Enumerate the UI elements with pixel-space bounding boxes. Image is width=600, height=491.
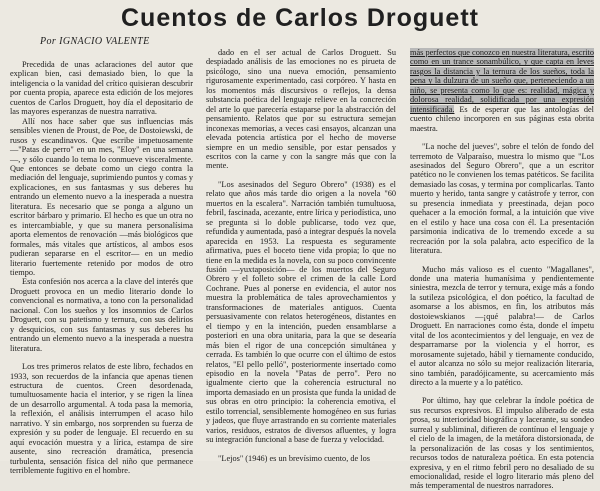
paragraph: Allí nos hace saber que sus influencias más sensibles vienen de Proust, de Poe, de Dostoiewski, de rusos y escandinavos. Que escribe impetuosamente —"Patas de perro" en un mes, "Eloy" en una semana—, y sólo cuando lo tema lo conmueve visceralmente. Que entonces se debate como un ciego contra la mediación del lenguaje, suprimiendo puntos y comas y explicaciones, en sus fantasmas y sus deberes hu entrando un elemento nuevo a la inesperada a nuestra literatura. Es necesario que se ponga a alguno un escritor bárbaro y primario. El hecho es que un otra no es intercambiable, y que su manera personalísima aporta elementos de renovación —más biológicos que formales, más vitales que artísticos, al ambos esos pudieran separarse en el escritor— en un medio literario fuertemente retenido por modos de otro tiempo.	[10, 116, 193, 277]
paragraph: Precedida de unas aclaraciones del autor que explican bien, casi demasiado bien, lo que la inteligencia o la vanidad del crítico quisieran descubrir por cuenta propia, aparece esta edición de los mejores cuentos de Carlos Droguett, hoy día el depositario de las mayores esperanzas de nuestra narrativa.	[10, 60, 193, 117]
paragraph-continuation: Es de esperar que las antologías del cuento chileno incorporen en sus páginas esta obrita maestra.	[410, 104, 594, 133]
paragraph: Por último, hay que celebrar la índole poética de sus recursos expresivos. El impulso aliberado de esta prosa, su interioridad biográfica y lacerante, su sondeo surreal y subliminal, difieren de contínuo el lenguaje y el cielo de la imagen, de la metáfora distorsionada, de la personalización de las cosas y los sentimientos, recursos todos de naturaleza poética. En esta potencia expresiva, y en el ritmo febril pero no desaliado de su emocionalidad, reside el logro literario más pleno del más temperamental de nuestros narradores.	[410, 396, 594, 491]
paragraph: Mucho más valioso es el cuento "Magallanes", donde una materia humanísima y pendientemente siniestra, mezcla de terror y ternura, exige más a fondo la sutileza psicológica, el don poético, la facultad de asomarse a los abismos, en fin, los atributos más dostoiewskianos —¡qué palabra!— de Carlos Droguett. En narraciones como ésta, donde el ímpetu vital de los acontecimientos y del lenguaje, en vez de desparramarse por la violencia y el horror, es morosamente sujetado, hábil y tiernamente conducido, el autor alcanza no sólo su mejor realización literaria, sino también, paradójicamente, su acercamiento más directo a la muerte y a lo patético.	[410, 264, 594, 387]
paragraph: "Lejos" (1946) es un brevísimo cuento, de los	[218, 453, 370, 463]
paragraph: "Los asesinados del Seguro Obrero" (1938) es el relato que años más tarde dio origen a la novela "60 muertos en la escalera". Narración también tumultuosa, febril, fascinada, acezante, entre lírica y periodística, uno se pregunta si lo doble publicarse, todo vez que, refundida y aumentada, pasó a integrar después la novela aparecida en 1953. La respuesta es seguramente afirmativa, pues el boceto tiene vida propia; lo que no tiene en la medida es la novela, con su poco convincente fusión —yuxtaposición— de los muertos del Seguro Obrero y el folleto sobre el crimen de la calle Lord Cochrane. Pues al ponerse en evidencia, el autor nos muestra la problemática de tales aprovechamientos y transformaciones de materiales antiguos. Cuenta persuasivamente con relatos heterogéneos, distantes en el tiempo y en la intención, pueden ensamblarse a posteriori en una obra unitaria, para la que se desearía más bien el rigor de una concepción simultánea y cerrada. Es también lo que ocurre con el último de estos relatos, "El pello pelló", posteriormente insertado como episodio en la novela "Patas de perro". Pero no igualmente cierto que la coherencia estructural no importa demasiado en un prosista que funda la unidad de sus obras en otro principio: la coherencia emotiva, el estilo torrencial, sensiblemente homogéneo en sus furias y jadeos, que fluye arrastrando en su corriente materiales varios, residuos, estratos de diversos afluentes, y logra su integración funcional a base de fuerza y velocidad.	[206, 179, 396, 445]
text-column-3	[410, 48, 594, 491]
paragraph: Esta confesión nos acerca a la clave del interés que Droguett provoca en un medio literario donde lo convencional es normativa, a tono con la personalidad nacional. Con los sueños y los insomnios de Carlos Droguett, con su patetismo y ternura, con sus delirios y desquicios, con sus fantasmas y sus deberes hu entrando un elemento nuevo a la inesperada a nuestra literatura.	[10, 277, 193, 353]
highlighted-passage: más perfectos que conozco en nuestra literatura, escrito como en un trance sonambúlico, y que capta en leves rasgos la distancia y la ternura de los sueños, toda la pena y la dulzura de un sueño que, perteneciendo a un niño, se presenta como lo que es: realidad, mágica y dolorosa realidad, solidificada por una expresión intensificada.	[410, 48, 594, 114]
paragraph: dado en el ser actual de Carlos Droguett. Su despiadado análisis de las emociones no es pirueta de psicólogo, sino una nueva emoción, pensamiento rigurosamente experimentado, casi corpóreo. Y hasta en los momentos más discursivos o reflejos, la densa substancia poética del lenguaje relieve en la concreción del arte lo que parecería estaparse por la abstracción del pensamiento. Relatos que por su estructura semejan inconexas memorias, a veces casi ensayos, alcanzan una elevada potencia artística por el hecho de moverse siempre en un medio sensible, por estar pensados y escritos con la carne y con la sangre más que con la mente.	[206, 48, 396, 171]
article-byline: Por IGNACIO VALENTE	[40, 36, 150, 47]
text-column-1	[10, 60, 193, 476]
paragraph: Los tres primeros relatos de este libro, fechados en 1933, son recuerdos de la infancia que apenas tienen estructura de cuentos. Creen desordenada, tumultuosamente hacia el interior, y se rigen la línea de un desarrollo argumental. A toda pasa la memoria, la reflexión, el análisis interrumpen el acaso hilo narrativo. Y sin embargo, nos sorprenden su fuerza de expresión y su poder de lenguaje. El recuerdo en su aquí evocación muestra y a lírica, estampa de sire ausente, sino recreación dramática, presencia turbulenta, sensación física del niño que permanece terriblemente fugitivo en el hombre.	[10, 362, 193, 476]
paragraph: "La noche del jueves", sobre el telón de fondo del terremoto de Valparaíso, muestra lo mismo que "Los asesinados del Seguro Obrero", que a un escritor patético no le convienen los temas patéticos. Se facilita demasiado las cosas, y termina por complicarlas. Tanto muerto y herido, tanta sangre y catástrofe y terror, con su presencia inmediata y preestinada, dejan poco quehacer a la emoción formal, a la intuición que vive en el estilo y hace una cosa con él. La presentación parsimonia indicativa de lo tremendo excede a su recreación por la sola palabra, acto específico de la literatura.	[410, 142, 594, 256]
article-title: Cuentos de Carlos Droguett	[121, 4, 479, 32]
text-column-2	[206, 48, 396, 463]
paragraph-highlighted	[410, 48, 594, 133]
